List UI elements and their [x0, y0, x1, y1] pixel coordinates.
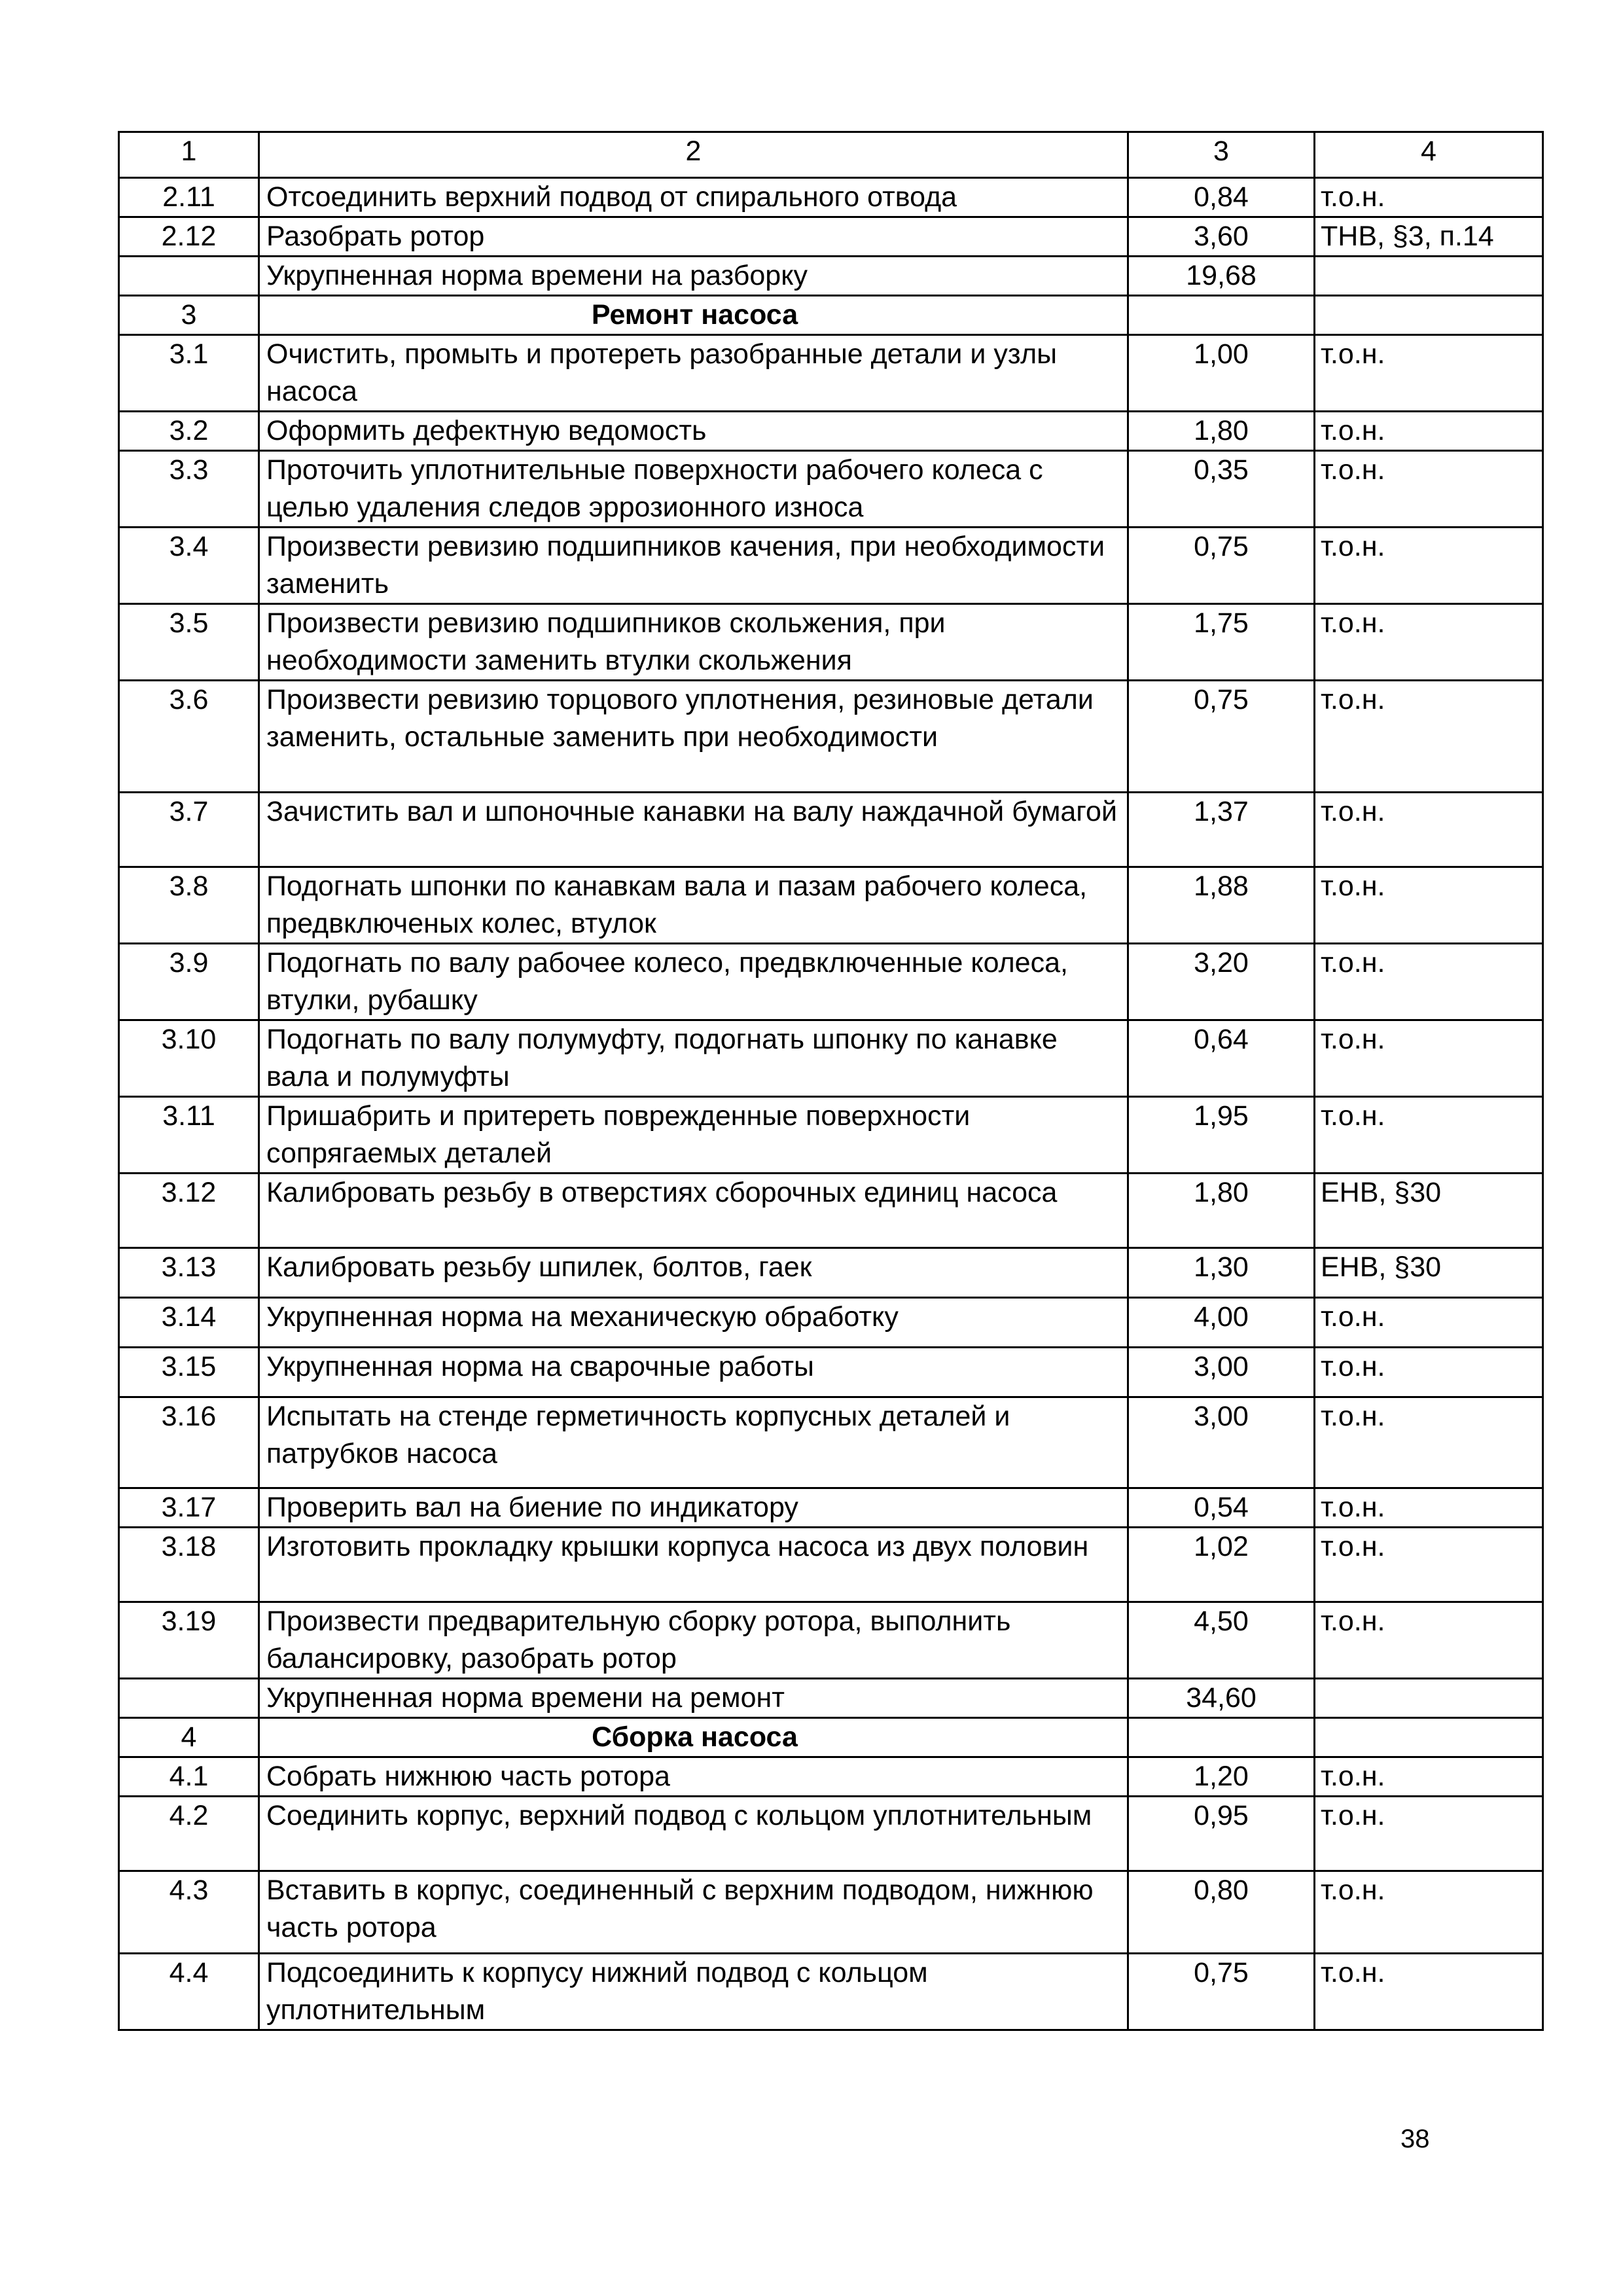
operation-text: Зачистить вал и шпоночные канавки на валу наждачной бумагой — [259, 793, 1128, 867]
table-header-row — [119, 132, 1543, 178]
table-row — [119, 1528, 1543, 1602]
time-norm: 0,35 — [1128, 451, 1315, 528]
table-row — [119, 1679, 1543, 1718]
norm-reference: т.о.н. — [1315, 1348, 1543, 1397]
table-row — [119, 178, 1543, 217]
table-row — [119, 1602, 1543, 1679]
row-number: 3.17 — [119, 1488, 259, 1528]
operation-text: Очистить, промыть и протереть разобранные детали и узлы насоса — [259, 335, 1128, 412]
row-number: 3.13 — [119, 1248, 259, 1298]
time-norm: 3,00 — [1128, 1397, 1315, 1488]
row-number: 3.16 — [119, 1397, 259, 1488]
operation-text: Ремонт насоса — [259, 296, 1128, 335]
time-norm: 1,75 — [1128, 604, 1315, 681]
norm-reference: т.о.н. — [1315, 1757, 1543, 1797]
table-row — [119, 944, 1543, 1020]
row-number: 3.1 — [119, 335, 259, 412]
row-number: 4.3 — [119, 1871, 259, 1954]
norm-reference: т.о.н. — [1315, 1097, 1543, 1174]
row-number: 2.11 — [119, 178, 259, 217]
norm-reference: т.о.н. — [1315, 944, 1543, 1020]
norm-reference: т.о.н. — [1315, 528, 1543, 604]
time-norm: 1,80 — [1128, 412, 1315, 451]
norm-reference: т.о.н. — [1315, 604, 1543, 681]
norm-reference — [1315, 296, 1543, 335]
table-row — [119, 1248, 1543, 1298]
operation-text: Отсоединить верхний подвод от спирального отвода — [259, 178, 1128, 217]
table-row — [119, 1797, 1543, 1871]
row-number: 2.12 — [119, 217, 259, 257]
time-norm: 1,95 — [1128, 1097, 1315, 1174]
time-norm: 0,54 — [1128, 1488, 1315, 1528]
operation-text: Укрупненная норма времени на разборку — [259, 257, 1128, 296]
operation-text: Подогнать шпонки по канавкам вала и пазам рабочего колеса, предвключеных колес, втулок — [259, 867, 1128, 944]
time-norm: 1,88 — [1128, 867, 1315, 944]
operation-text: Произвести ревизию подшипников скольжения, при необходимости заменить втулки скольжения — [259, 604, 1128, 681]
table-row — [119, 1397, 1543, 1488]
table-row — [119, 1298, 1543, 1348]
column-header: 3 — [1128, 132, 1315, 178]
norm-reference: т.о.н. — [1315, 412, 1543, 451]
operation-text: Произвести ревизию подшипников качения, при необходимости заменить — [259, 528, 1128, 604]
norm-reference: т.о.н. — [1315, 1020, 1543, 1097]
operation-text: Укрупненная норма на сварочные работы — [259, 1348, 1128, 1397]
time-norm: 0,75 — [1128, 681, 1315, 793]
operation-text: Сборка насоса — [259, 1718, 1128, 1757]
norm-reference — [1315, 1679, 1543, 1718]
column-header: 2 — [259, 132, 1128, 178]
norm-reference: т.о.н. — [1315, 178, 1543, 217]
table-row — [119, 1871, 1543, 1954]
table-row — [119, 451, 1543, 528]
row-number: 3.6 — [119, 681, 259, 793]
table-row — [119, 1954, 1543, 2030]
row-number: 4.1 — [119, 1757, 259, 1797]
row-number: 3.19 — [119, 1602, 259, 1679]
operation-text: Разобрать ротор — [259, 217, 1128, 257]
time-norm: 34,60 — [1128, 1679, 1315, 1718]
row-number — [119, 257, 259, 296]
time-norm: 0,80 — [1128, 1871, 1315, 1954]
row-number: 3.11 — [119, 1097, 259, 1174]
norm-reference: ЕНВ, §30 — [1315, 1174, 1543, 1248]
norm-reference: т.о.н. — [1315, 1871, 1543, 1954]
norm-reference: т.о.н. — [1315, 1298, 1543, 1348]
time-norm: 4,00 — [1128, 1298, 1315, 1348]
operation-text: Калибровать резьбу шпилек, болтов, гаек — [259, 1248, 1128, 1298]
time-norm: 19,68 — [1128, 257, 1315, 296]
time-norm: 0,95 — [1128, 1797, 1315, 1871]
column-header: 4 — [1315, 132, 1543, 178]
norm-reference: т.о.н. — [1315, 793, 1543, 867]
operation-text: Вставить в корпус, соединенный с верхним подводом, нижнюю часть ротора — [259, 1871, 1128, 1954]
time-norm: 1,02 — [1128, 1528, 1315, 1602]
operation-text: Пришабрить и притереть поврежденные поверхности сопрягаемых деталей — [259, 1097, 1128, 1174]
operation-text: Укрупненная норма времени на ремонт — [259, 1679, 1128, 1718]
table-row — [119, 1488, 1543, 1528]
row-number: 3.12 — [119, 1174, 259, 1248]
time-norm: 0,64 — [1128, 1020, 1315, 1097]
table-row — [119, 217, 1543, 257]
row-number: 3.10 — [119, 1020, 259, 1097]
table-row — [119, 257, 1543, 296]
time-norm — [1128, 1718, 1315, 1757]
norm-reference: ЕНВ, §30 — [1315, 1248, 1543, 1298]
row-number: 3.15 — [119, 1348, 259, 1397]
time-norm: 0,84 — [1128, 178, 1315, 217]
row-number: 3 — [119, 296, 259, 335]
time-norm: 3,00 — [1128, 1348, 1315, 1397]
norm-reference: т.о.н. — [1315, 867, 1543, 944]
row-number: 4.2 — [119, 1797, 259, 1871]
row-number: 3.3 — [119, 451, 259, 528]
table-row — [119, 681, 1543, 793]
operation-text: Произвести предварительную сборку ротора, выполнить балансировку, разобрать ротор — [259, 1602, 1128, 1679]
table-row — [119, 1174, 1543, 1248]
table-row — [119, 1097, 1543, 1174]
time-norm — [1128, 296, 1315, 335]
row-number: 3.8 — [119, 867, 259, 944]
operation-text: Соединить корпус, верхний подвод с кольцом уплотнительным — [259, 1797, 1128, 1871]
time-norm: 0,75 — [1128, 1954, 1315, 2030]
section-header-row — [119, 296, 1543, 335]
norm-reference: т.о.н. — [1315, 1602, 1543, 1679]
row-number: 4 — [119, 1718, 259, 1757]
page-number: 38 — [1400, 2125, 1430, 2153]
operation-text: Подсоединить к корпусу нижний подвод с кольцом уплотнительным — [259, 1954, 1128, 2030]
time-norm: 3,60 — [1128, 217, 1315, 257]
row-number: 3.4 — [119, 528, 259, 604]
norm-reference — [1315, 1718, 1543, 1757]
table-row — [119, 867, 1543, 944]
time-norm: 4,50 — [1128, 1602, 1315, 1679]
time-norm: 1,37 — [1128, 793, 1315, 867]
row-number: 3.5 — [119, 604, 259, 681]
operation-text: Проверить вал на биение по индикатору — [259, 1488, 1128, 1528]
table-row — [119, 412, 1543, 451]
norm-reference: т.о.н. — [1315, 1528, 1543, 1602]
norm-reference: ТНВ, §3, п.14 — [1315, 217, 1543, 257]
row-number: 4.4 — [119, 1954, 259, 2030]
norm-reference: т.о.н. — [1315, 1397, 1543, 1488]
time-norm: 1,30 — [1128, 1248, 1315, 1298]
operation-text: Изготовить прокладку крышки корпуса насоса из двух половин — [259, 1528, 1128, 1602]
table-row — [119, 1020, 1543, 1097]
norm-reference: т.о.н. — [1315, 681, 1543, 793]
time-norm: 3,20 — [1128, 944, 1315, 1020]
operation-text: Проточить уплотнительные поверхности рабочего колеса с целью удаления следов эррозионного износа — [259, 451, 1128, 528]
operation-text: Подогнать по валу рабочее колесо, предвключенные колеса, втулки, рубашку — [259, 944, 1128, 1020]
row-number: 3.18 — [119, 1528, 259, 1602]
row-number: 3.14 — [119, 1298, 259, 1348]
column-header: 1 — [119, 132, 259, 178]
norm-reference — [1315, 257, 1543, 296]
time-norm: 1,80 — [1128, 1174, 1315, 1248]
operation-text: Произвести ревизию торцового уплотнения, резиновые детали заменить, остальные заменить при необходимости — [259, 681, 1128, 793]
operation-text: Испытать на стенде герметичность корпусных деталей и патрубков насоса — [259, 1397, 1128, 1488]
row-number: 3.7 — [119, 793, 259, 867]
operation-text: Калибровать резьбу в отверстиях сборочных единиц насоса — [259, 1174, 1128, 1248]
norm-reference: т.о.н. — [1315, 1954, 1543, 2030]
table-row — [119, 335, 1543, 412]
table-row — [119, 604, 1543, 681]
operation-text: Собрать нижнюю часть ротора — [259, 1757, 1128, 1797]
table-row — [119, 793, 1543, 867]
table-row — [119, 1348, 1543, 1397]
norm-reference: т.о.н. — [1315, 451, 1543, 528]
table-row — [119, 528, 1543, 604]
time-norm: 1,00 — [1128, 335, 1315, 412]
operation-text: Оформить дефектную ведомость — [259, 412, 1128, 451]
row-number: 3.9 — [119, 944, 259, 1020]
time-norm: 1,20 — [1128, 1757, 1315, 1797]
time-norm: 0,75 — [1128, 528, 1315, 604]
row-number: 3.2 — [119, 412, 259, 451]
operation-text: Укрупненная норма на механическую обработку — [259, 1298, 1128, 1348]
norms-table — [118, 131, 1544, 2031]
norm-reference: т.о.н. — [1315, 335, 1543, 412]
section-header-row — [119, 1718, 1543, 1757]
norm-reference: т.о.н. — [1315, 1488, 1543, 1528]
operation-text: Подогнать по валу полумуфту, подогнать шпонку по канавке вала и полумуфты — [259, 1020, 1128, 1097]
norm-reference: т.о.н. — [1315, 1797, 1543, 1871]
table-row — [119, 1757, 1543, 1797]
row-number — [119, 1679, 259, 1718]
